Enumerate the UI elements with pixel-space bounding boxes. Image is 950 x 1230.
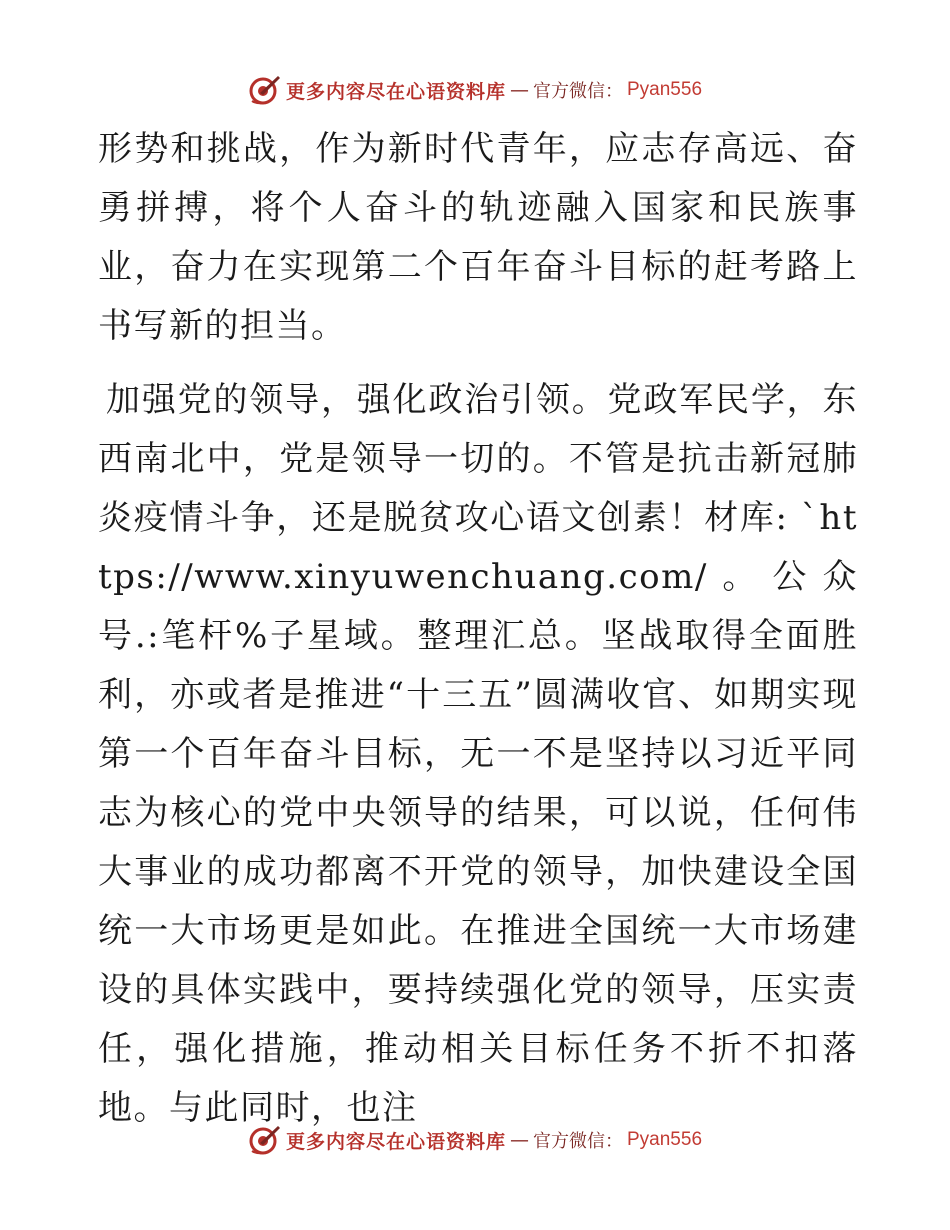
quill-pen-logo-icon bbox=[248, 1123, 282, 1157]
footer-wechat-id: Pyan556 bbox=[627, 1129, 703, 1150]
paragraph-1: 形势和挑战，作为新时代青年，应志存高远、奋勇拼搏，将个人奋斗的轨迹融入国家和民族事业，奋力在实现第二个百年奋斗目标的赶考路上书写新的担当。 bbox=[98, 129, 858, 346]
header-banner bbox=[0, 70, 950, 110]
header-brand-text: 更多内容尽在心语资料库 bbox=[285, 80, 506, 103]
footer-brand-text: 更多内容尽在心语资料库 bbox=[285, 1130, 506, 1153]
footer-banner bbox=[0, 1120, 950, 1160]
footer-wechat-label: 官方微信： bbox=[533, 1131, 623, 1152]
paragraph-2: 加强党的领导，强化政治引领。党政军民学，东西南北中，党是领导一切的。不管是抗击新冠肺炎疫情斗争，还是脱贫攻心语文创素！材库: `https://www.xinyuwenchuang.com/。公众号.:笔杆%子星域。整理汇总。坚战取得全面胜利，亦或者是推进“十三五”圆满收官、如期实现第一个百年奋斗目标，无一不是坚持以习近平同志为核心的党中央领导的结果，可以说，任何伟大事业的成功都离不开党的领导，加快建设全国统一大市场更是如此。在推进全国统一大市场建设的具体实践中，要持续强化党的领导，压实责任，强化措施，推动相关目标任务不折不扣落地。与此同时，也注 bbox=[98, 380, 858, 1128]
quill-pen-logo-icon bbox=[248, 73, 282, 107]
document-body bbox=[98, 120, 858, 1138]
header-wechat-id: Pyan556 bbox=[627, 79, 703, 100]
header-dash: — bbox=[510, 79, 529, 101]
footer-dash: — bbox=[510, 1129, 529, 1151]
header-wechat-label: 官方微信： bbox=[533, 81, 623, 102]
